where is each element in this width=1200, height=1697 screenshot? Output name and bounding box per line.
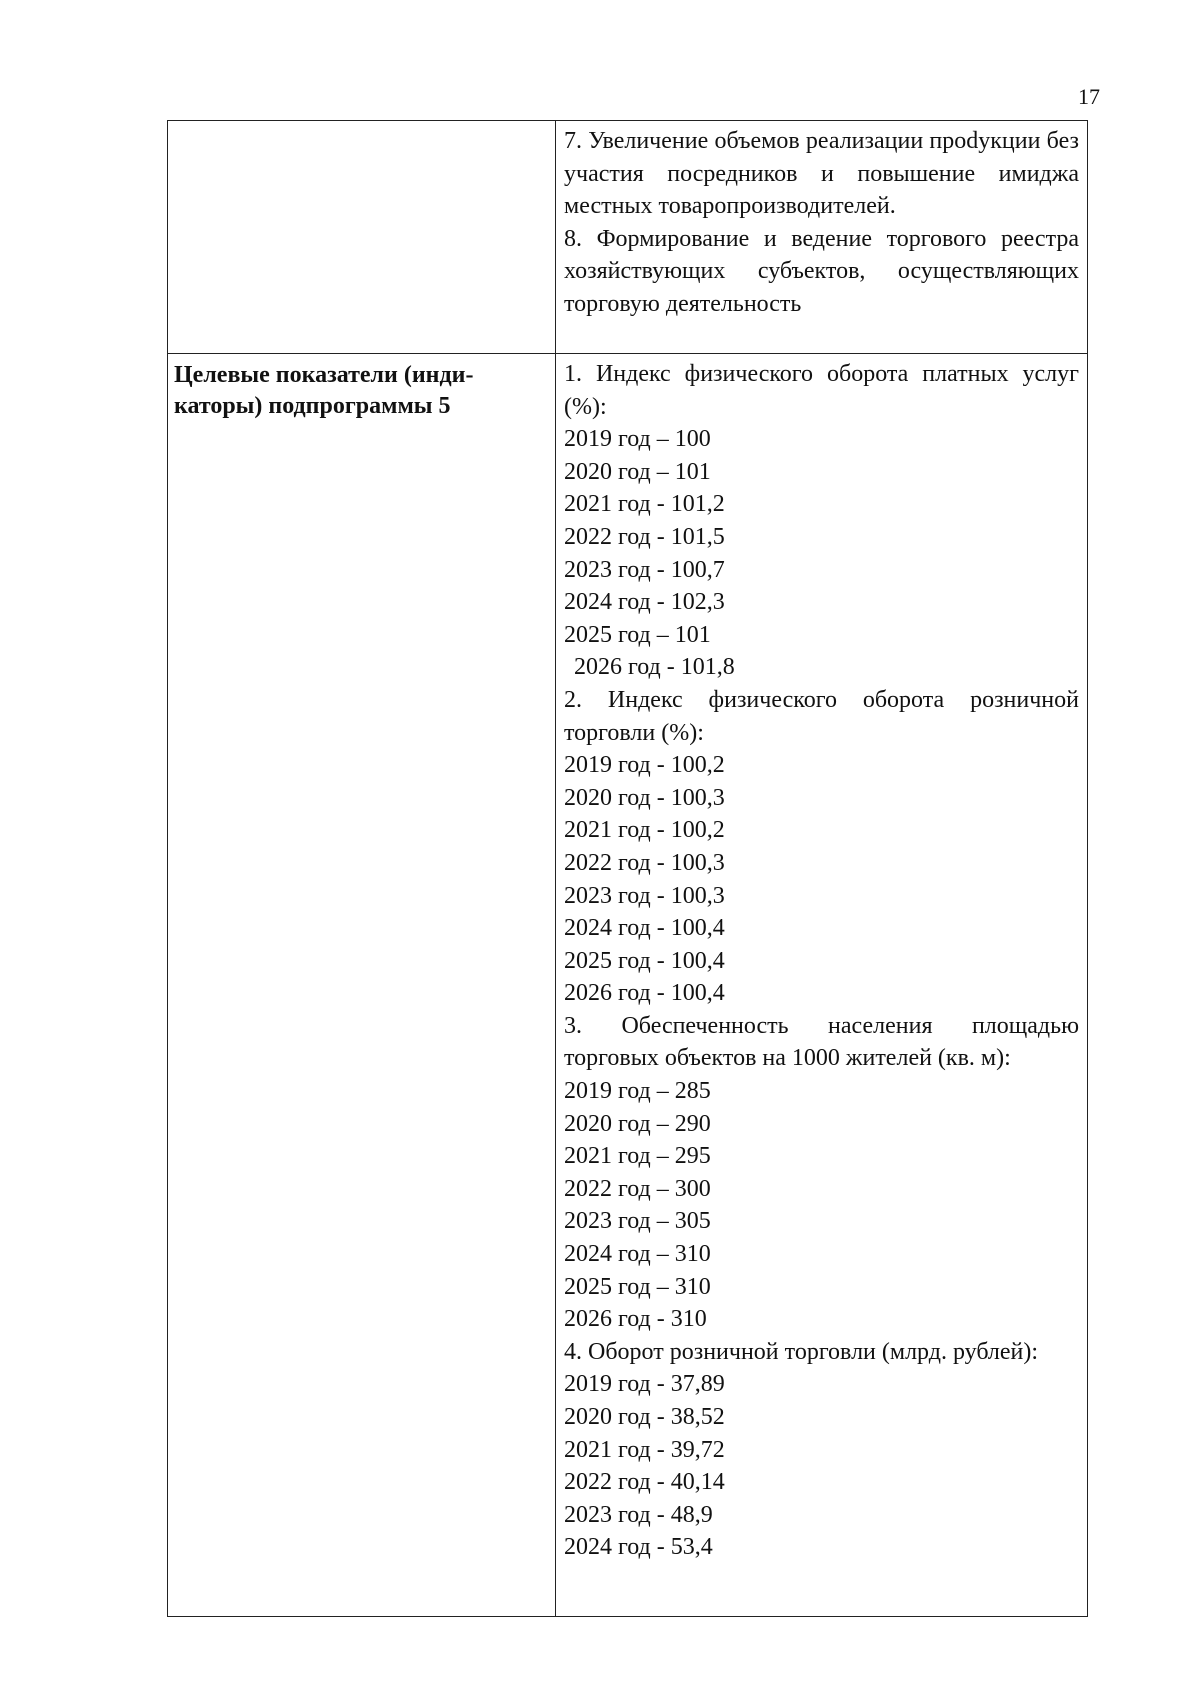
indicator-2-line: 2025 год - 100,4 (564, 947, 725, 974)
indicator-title-4: 4. Оборот розничной торговли (млрд. рублей): (564, 1338, 1039, 1365)
task-item-7: 7. Увеличение объемов реализации проdукции без участия посредников и повышение имиджа местных товаропроизводителей. (564, 128, 1079, 220)
indicator-3-line: 2019 год – 285 (564, 1078, 711, 1105)
indicator-4-line: 2022 год - 40,14 (564, 1469, 725, 1496)
indicator-1-line: 2026 год - 101,8 (574, 654, 735, 681)
indicator-4-line: 2020 год - 38,52 (564, 1404, 725, 1430)
indicator-4-line: 2024 год - 53,4 (564, 1534, 713, 1561)
indicator-title-2: 2. Индекс физического оборота розничной торговли (%): (564, 686, 1079, 746)
indicator-3-line: 2023 год – 305 (564, 1208, 711, 1235)
indicator-4-line: 2023 год - 48,9 (564, 1501, 713, 1528)
indicator-1-line: 2024 год - 102,3 (564, 589, 725, 616)
indicator-2-line: 2022 год - 100,3 (564, 849, 725, 876)
indicator-block-3 (564, 1010, 1079, 1336)
indicator-2-line: 2024 год - 100,4 (564, 915, 725, 942)
indicator-3-line: 2021 год – 295 (564, 1143, 711, 1170)
table-row-indicators (168, 354, 1088, 1617)
tasks-left-label (168, 121, 555, 127)
indicator-2-line: 2020 год - 100,3 (564, 784, 725, 811)
indicator-1-line: 2020 год – 101 (564, 458, 711, 485)
tasks-left-cell (168, 121, 556, 354)
indicator-1-line: 2019 год – 100 (564, 426, 711, 453)
indicator-1-line: 2022 год - 101,5 (564, 523, 725, 550)
indicator-1-line: 2021 год - 101,2 (564, 491, 725, 518)
indicator-3-line: 2025 год – 310 (564, 1273, 711, 1300)
tasks-right-cell (556, 121, 1088, 354)
indicators-left-label: Целевые показатели (индикаторы) подпрограммы 5 (174, 362, 474, 419)
indicator-3-line: 2024 год – 310 (564, 1241, 711, 1268)
subprogram-table (167, 120, 1088, 1617)
indicator-3-line: 2022 год – 300 (564, 1175, 711, 1202)
indicator-2-line: 2026 год - 100,4 (564, 980, 725, 1007)
indicator-4-line: 2021 год - 39,72 (564, 1436, 725, 1463)
indicator-block-2 (564, 684, 1079, 1010)
page-number: 17 (1078, 84, 1100, 109)
table-row-tasks (168, 121, 1088, 354)
indicator-2-line: 2021 год - 100,2 (564, 817, 725, 844)
indicator-2-line: 2019 год - 100,2 (564, 752, 725, 779)
indicator-block-4 (564, 1336, 1079, 1564)
indicator-3-line: 2026 год - 310 (564, 1306, 707, 1333)
indicator-1-line: 2023 год - 100,7 (564, 556, 725, 583)
indicator-2-line: 2023 год - 100,3 (564, 882, 725, 909)
indicator-3-line: 2020 год – 290 (564, 1110, 711, 1137)
indicator-block-1 (564, 358, 1079, 684)
indicator-1-line: 2025 год – 101 (564, 621, 711, 648)
indicator-title-3: 3. Обеспеченность населения площадью торговых объектов на 1000 жителей (кв. м): (564, 1012, 1079, 1072)
indicator-4-line: 2019 год - 37,89 (564, 1371, 725, 1398)
indicators-right-cell (556, 354, 1088, 1617)
task-item-8: 8. Формирование и ведение торгового реестра хозяйствующих субъектов, осуществляющих торговую деятельность (564, 225, 1079, 317)
indicators-left-cell (168, 354, 556, 1617)
indicator-title-1: 1. Индекс физического оборота платных услуг (%): (564, 361, 1079, 420)
